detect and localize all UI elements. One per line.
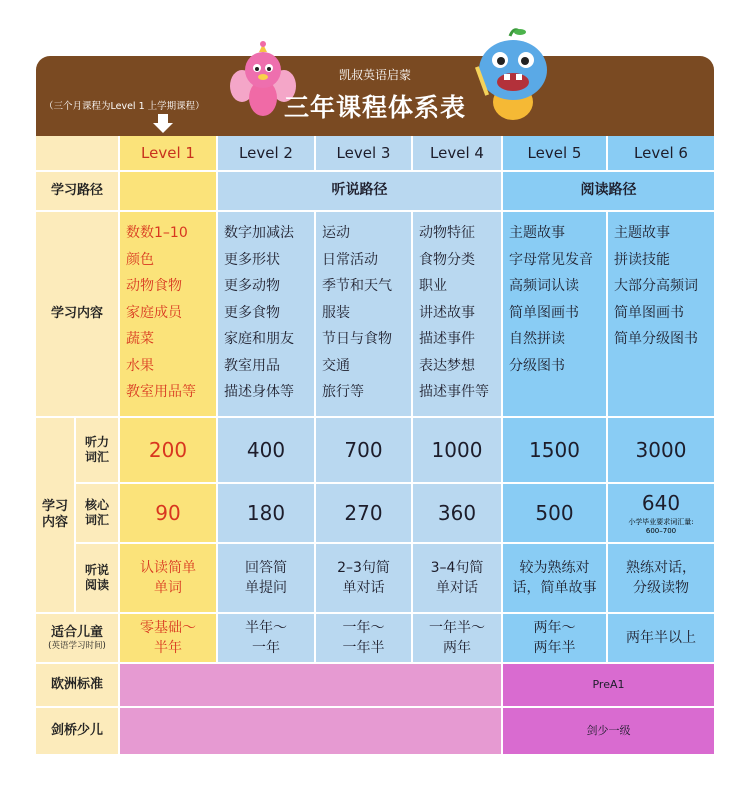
cambridge-empty (120, 708, 503, 754)
list-item: 日常活动 (322, 251, 378, 268)
age-line: 一年半～ (429, 620, 485, 636)
list-item: 运动 (322, 225, 350, 241)
list-item: 描述身体等 (224, 384, 294, 400)
age-line: 半年 (154, 640, 182, 656)
skill-level-3 (316, 544, 413, 614)
list-item: 家庭成员 (126, 304, 182, 321)
level-header-2: Level 2 (218, 136, 316, 172)
content-label: 学习内容 (36, 212, 120, 418)
page-title: 三年课程体系表 (283, 93, 466, 122)
age-line: 一年半 (342, 640, 385, 656)
skill-line: 回答简 (245, 560, 287, 576)
skill-line: 3–4句简 (430, 560, 484, 576)
core-vocab-6 (608, 484, 714, 544)
listen-vocab-2: 400 (218, 418, 316, 484)
core-vocab-label-line: 核心 (84, 498, 109, 512)
list-item: 动物食物 (126, 278, 182, 294)
age-line: 一年～ (342, 620, 385, 636)
skill-level-6 (608, 544, 714, 614)
cefr-value: PreA1 (503, 664, 714, 708)
content-level-1 (120, 212, 218, 418)
list-item: 简单图画书 (509, 304, 579, 321)
list-item: 更多动物 (224, 278, 280, 294)
skill-line: 认读简单 (140, 560, 196, 576)
core-vocab-2: 180 (218, 484, 316, 544)
age-level-1 (120, 614, 218, 664)
list-item: 大部分高频词 (614, 278, 698, 294)
list-item: 旅行等 (322, 384, 364, 400)
core-vocab-note-range: 600–700 (645, 526, 677, 535)
course-note: （三个月课程为Level 1 上学期课程） (44, 101, 205, 112)
age-level-3 (316, 614, 413, 664)
skill-line: 熟练对话， (626, 560, 696, 576)
list-item: 讲述故事 (419, 304, 475, 321)
age-level-2 (218, 614, 316, 664)
listen-vocab-1: 200 (120, 418, 218, 484)
list-item: 更多食物 (224, 304, 280, 321)
level-header-1: Level 1 (120, 136, 218, 172)
list-item: 拼读技能 (614, 251, 670, 268)
path-listening-speaking: 听说路径 (218, 172, 503, 212)
list-item: 教室用品 (224, 357, 280, 374)
list-item: 数数1–10 (126, 225, 188, 241)
cambridge-label: 剑桥少儿 (36, 708, 120, 754)
path-reading: 阅读路径 (503, 172, 714, 212)
content-level-2 (218, 212, 316, 418)
list-item: 职业 (419, 278, 447, 294)
age-line: 半年～ (245, 620, 287, 636)
list-item: 家庭和朋友 (224, 331, 294, 347)
level-header-5: Level 5 (503, 136, 608, 172)
list-item: 季节和天气 (322, 278, 392, 294)
core-vocab-6-value: 640 (641, 490, 681, 515)
list-item: 主题故事 (509, 225, 565, 241)
list-item: 交通 (322, 357, 350, 374)
outcome-label-line: 内容 (41, 515, 68, 530)
skill-line: 话，简单故事 (512, 580, 597, 596)
skill-line: 较为熟练对 (519, 560, 590, 576)
list-item: 字母常见发音 (509, 251, 593, 268)
skill-line: 分级读物 (633, 580, 689, 596)
list-item: 教室用品等 (126, 384, 196, 400)
list-item: 更多形状 (224, 251, 280, 268)
list-item: 描述事件等 (419, 384, 489, 400)
list-item: 简单图画书 (614, 304, 684, 321)
list-item: 高频词认读 (509, 278, 579, 294)
age-level-6: 两年半以上 (608, 614, 714, 664)
cefr-empty (120, 664, 503, 708)
list-item: 表达梦想 (419, 357, 475, 374)
level-header-4: Level 4 (413, 136, 503, 172)
age-level-4 (413, 614, 503, 664)
skill-line: 单对话 (342, 580, 385, 596)
list-item: 蔬菜 (126, 331, 154, 347)
core-vocab-note: 小学毕业要求词汇量: (628, 517, 694, 526)
brand-name: 凯叔英语启蒙 (338, 68, 411, 82)
age-line: 两年～ (533, 620, 576, 636)
content-level-3 (316, 212, 413, 418)
core-vocab-4: 360 (413, 484, 503, 544)
skill-line: 单对话 (436, 580, 478, 596)
level-header-3: Level 3 (316, 136, 413, 172)
content-level-6 (608, 212, 714, 418)
list-item: 分级图书 (509, 357, 565, 374)
skill-level-1 (120, 544, 218, 614)
age-line: 一年 (252, 640, 280, 656)
skill-line: 2–3句简 (337, 560, 390, 576)
list-item: 节日与食物 (322, 331, 392, 347)
core-vocab-label (76, 484, 120, 544)
skill-level-2 (218, 544, 316, 614)
header-corner (36, 136, 120, 172)
age-level-5 (503, 614, 608, 664)
age-label-line: 适合儿童 (50, 624, 103, 640)
list-item: 描述事件 (419, 331, 475, 347)
skill-label-line: 阅读 (84, 578, 109, 592)
path-level-1 (120, 172, 218, 212)
cambridge-value: 剑少一级 (503, 708, 714, 754)
list-item: 颜色 (126, 251, 154, 268)
listen-vocab-label-line: 听力 (84, 435, 109, 449)
core-vocab-5: 500 (503, 484, 608, 544)
content-level-5 (503, 212, 608, 418)
cefr-label: 欧洲标准 (36, 664, 120, 708)
content-level-4 (413, 212, 503, 418)
core-vocab-label-line: 词汇 (84, 513, 109, 527)
age-label (36, 614, 120, 664)
path-label: 学习路径 (36, 172, 120, 212)
outcome-label (36, 418, 76, 614)
skill-label (76, 544, 120, 614)
core-vocab-1: 90 (120, 484, 218, 544)
listen-vocab-label-line: 词汇 (84, 450, 109, 464)
list-item: 服装 (322, 304, 350, 321)
list-item: 主题故事 (614, 225, 670, 241)
listen-vocab-6: 3000 (608, 418, 714, 484)
age-sub-label: (英语学习时间) (48, 640, 106, 651)
skill-line: 单提问 (245, 580, 287, 596)
age-line: 零基础～ (140, 620, 196, 636)
age-line: 两年 (443, 640, 471, 656)
age-line: 两年半 (533, 640, 576, 656)
skill-line: 单词 (154, 580, 182, 596)
listen-vocab-5: 1500 (503, 418, 608, 484)
course-table (36, 136, 714, 754)
list-item: 自然拼读 (509, 331, 565, 347)
core-vocab-3: 270 (316, 484, 413, 544)
list-item: 简单分级图书 (614, 331, 698, 347)
listen-vocab-4: 1000 (413, 418, 503, 484)
list-item: 水果 (126, 357, 154, 374)
level-header-6: Level 6 (608, 136, 714, 172)
outcome-label-line: 学习 (41, 498, 68, 514)
skill-level-4 (413, 544, 503, 614)
down-arrow-icon (152, 112, 174, 134)
listen-vocab-label (76, 418, 120, 484)
skill-label-line: 听说 (84, 563, 109, 577)
skill-level-5 (503, 544, 608, 614)
list-item: 动物特征 (419, 225, 475, 241)
list-item: 食物分类 (419, 251, 475, 268)
listen-vocab-3: 700 (316, 418, 413, 484)
list-item: 数字加减法 (224, 225, 294, 241)
